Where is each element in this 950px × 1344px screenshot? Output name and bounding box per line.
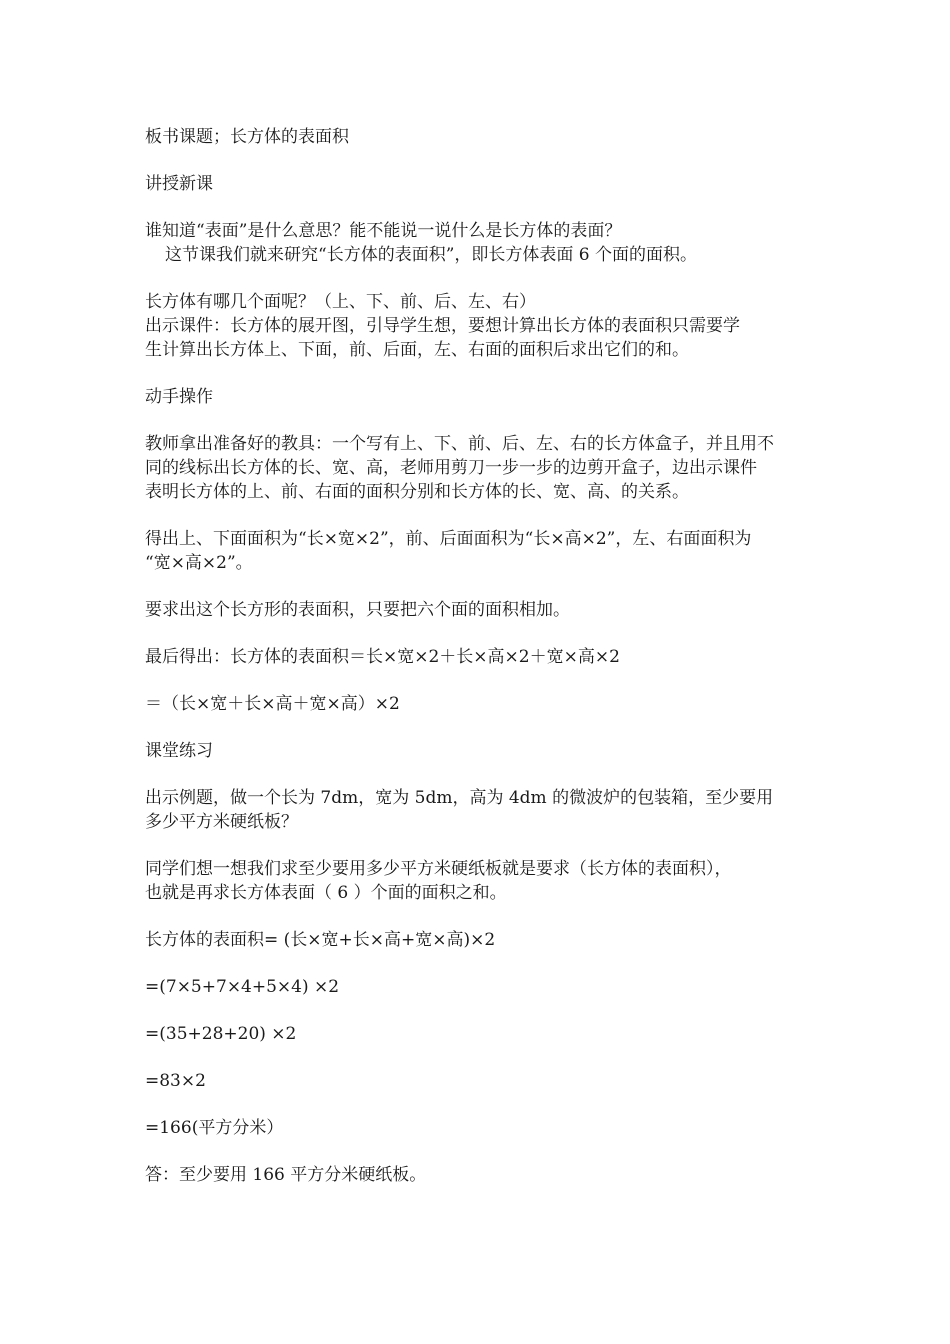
section-heading-practice: 课堂练习: [145, 741, 213, 761]
think-line-2: 也就是再求长方体表面（ 6 ）个面的面积之和。: [145, 883, 507, 903]
section-heading-hands-on: 动手操作: [145, 387, 213, 407]
think-line-1: 同学们想一想我们求至少要用多少平方米硬纸板就是要求（长方体的表面积），: [145, 859, 732, 879]
section-heading-new-lesson: 讲授新课: [145, 174, 213, 194]
teacher-line-3: 表明长方体的上、前、右面的面积分别和长方体的长、宽、高、的关系。: [145, 482, 689, 502]
document-body: [145, 125, 815, 1187]
calc-step-3: =(35+28+20) ×2: [145, 1024, 297, 1044]
courseware-line-1: 出示课件：长方体的展开图，引导学生想，要想计算出长方体的表面积只需要学: [145, 316, 740, 336]
calc-step-4: =83×2: [145, 1071, 206, 1091]
intro-paragraph: 这节课我们就来研究“长方体的表面积”，即长方体表面 6 个面的面积。: [165, 245, 698, 265]
final-formula-2: ＝（长×宽＋长×高＋宽×高）×2: [145, 694, 400, 714]
answer-line: 答：至少要用 166 平方分米硬纸板。: [145, 1165, 427, 1185]
question-surface: 谁知道“表面”是什么意思？能不能说一说什么是长方体的表面？: [145, 221, 622, 241]
final-formula-1: 最后得出：长方体的表面积＝长×宽×2＋长×高×2＋宽×高×2: [145, 647, 620, 667]
calc-step-2: =(7×5+7×4+5×4) ×2: [145, 977, 340, 997]
lesson-title: 板书课题；长方体的表面积: [145, 127, 349, 147]
example-line-1: 出示例题，做一个长为 7dm，宽为 5dm，高为 4dm 的微波炉的包装箱，至少要用: [145, 788, 774, 808]
courseware-line-2: 生计算出长方体上、下面，前、后面，左、右面的面积后求出它们的和。: [145, 340, 689, 360]
calc-step-1: 长方体的表面积= (长×宽+长×高+宽×高)×2: [145, 930, 496, 950]
teacher-line-1: 教师拿出准备好的教具：一个写有上、下、前、后、左、右的长方体盒子，并且用不: [145, 434, 774, 454]
teacher-line-2: 同的线标出长方体的长、宽、高，老师用剪刀一步一步的边剪开盒子，边出示课件: [145, 458, 757, 478]
faces-question: 长方体有哪几个面呢？（上、下、前、后、左、右）: [145, 292, 536, 312]
example-line-2: 多少平方米硬纸板？: [145, 812, 298, 832]
derive-line-2: “宽×高×2”。: [145, 553, 253, 573]
derive-line-1: 得出上、下面面积为“长×宽×2”，前、后面面积为“长×高×2”，左、右面面积为: [145, 529, 752, 549]
sum-six-faces: 要求出这个长方形的表面积，只要把六个面的面积相加。: [145, 600, 570, 620]
calc-step-5: =166(平方分米）: [145, 1118, 284, 1138]
